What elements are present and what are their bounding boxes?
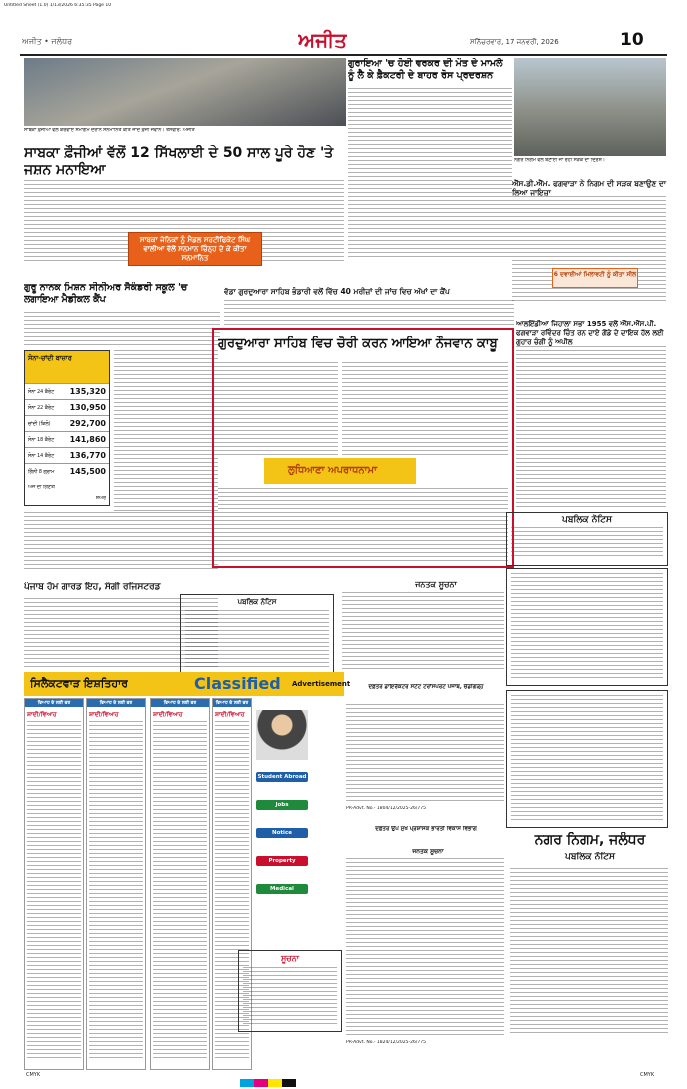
theft-headline: ਗੁਰਦੁਆਰਾ ਸਾਹਿਬ ਵਿਚ ਚੋਰੀ ਕਰਨ ਆਇਆ ਨੌਜਵਾਨ ਕਾਬੂ — [218, 336, 498, 351]
market-rate-row — [25, 463, 109, 479]
classified-column-header: ਵਿਆਹ ਦੇ ਲਈ ਵਰ — [213, 699, 251, 707]
market-footer-left: ਅੱਜ ਦੀ ਗਿਣਤੀ — [28, 484, 56, 490]
classified-column — [86, 698, 146, 1070]
market-rate-value: 135,320 — [69, 387, 106, 396]
lead-quote-text: ਸਾਬਕਾ ਜੇਨਿਕਾਂ ਨੂੰ ਮੈਡਲ ਸਰਟੀਫਿਕੇਟ ਸਿੰਘ ਵਾਲੀਆ ਵੱਲੋਂ ਸਨਮਾਨ ਚਿੰਨ੍ਹ ਦੇ ਕੇ ਕੀਤਾ ਸਨਮਾਨਿਤ — [139, 236, 251, 262]
market-rate-value: 292,700 — [69, 419, 106, 428]
soochna-body — [243, 967, 337, 1027]
nagar-nigam-body — [510, 868, 668, 1036]
classified-side-label: Notice — [256, 828, 308, 838]
theft-banner-text: ਲੁਧਿਆਣਾ ਅਪਰਾਧਨਾਮਾ — [288, 465, 377, 476]
soochna-title: ਸੂਚਨਾ — [280, 954, 299, 963]
jlr-body-text — [516, 346, 666, 508]
black-swatch — [282, 1079, 296, 1087]
page-number: 10 — [620, 30, 644, 50]
masthead-rule — [20, 54, 667, 56]
market-rate-item: ਸੋਨਾ 24 ਕੈਰੇਟ — [28, 389, 55, 395]
market-title: ਸੋਨਾ-ਚਾਂਦੀ ਬਾਜ਼ਾਰ — [25, 351, 109, 383]
market-rate-value: 136,770 — [69, 451, 106, 460]
public-notice-mid — [180, 594, 334, 676]
public-notice-mid-body — [185, 610, 329, 668]
theft-body-text-3 — [218, 488, 508, 562]
classified-column — [24, 698, 84, 1070]
pr-adv-2: PR-Advt. No.- 1824/12/2025-26/775 — [346, 1040, 426, 1045]
gurdwara-camp-body — [224, 300, 514, 326]
footer-cmyk-left: CMYK — [26, 1072, 41, 1078]
classified-side-label: Property — [256, 856, 308, 866]
market-rate-row — [25, 415, 109, 431]
market-rate-row — [25, 447, 109, 463]
right-notice-block — [506, 568, 668, 686]
lead-headline: ਸਾਬਕਾ ਫ਼ੌਜੀਆਂ ਵੱਲੋਂ 12 ਸਿੱਖਲਾਈ ਦੇ 50 ਸਾਲ ਪੂਰੇ ਹੋਣ 'ਤੇ ਜਸ਼ਨ ਮਨਾਇਆ — [24, 145, 334, 178]
school-headline: ਗੁਰੂ ਨਾਨਕ ਮਿਸ਼ਨ ਸੀਨੀਅਰ ਸੈਕੰਡਰੀ ਸਕੂਲ 'ਚ ਲਗਾਇਆ ਮੈਡੀਕਲ ਕੈਂਪ — [24, 282, 188, 305]
market-box — [24, 350, 110, 506]
factory-body-text — [348, 88, 512, 258]
classified-side-label: Jobs — [256, 800, 308, 810]
office-title: ਦਫ਼ਤਰ ਡਾਇਰੈਕਟਰ ਸਟੇਟ ਟਰਾਂਸਪੋਰਟ ਪੰਜਾਬ, ਚੰਡੀਗੜ੍ਹ — [368, 684, 484, 690]
office2-title: ਦਫ਼ਤਰ ਉਪ ਮੁੱਖ ਪ੍ਰਸ਼ਾਸਕ ਭਾਰਤੀ ਵਿਕਾਸ ਵਿਭਾਗ — [375, 826, 477, 832]
cyan-swatch — [240, 1079, 254, 1087]
school-body-text-2 — [114, 350, 218, 512]
classified-tag: ਸ਼ਾਦੀ/ਵਿਆਹ — [153, 711, 183, 718]
masthead-date: ਸਨਿੱਚਰਵਾਰ, 17 ਜਨਵਰੀ, 2026 — [470, 38, 559, 46]
market-rate-value: 145,500 — [69, 467, 106, 476]
market-rate-item: ਸੋਨਾ 14 ਕੈਰੇਟ — [28, 453, 55, 459]
right-notice-block-2 — [506, 690, 668, 828]
masthead-logo: ਅਜੀਤ — [298, 28, 348, 52]
classified-column-body — [89, 721, 143, 1061]
road-badge — [552, 268, 638, 288]
market-rate-row — [25, 431, 109, 447]
market-rate-row — [25, 383, 109, 399]
classified-tag: ਸ਼ਾਦੀ/ਵਿਆਹ — [89, 711, 119, 718]
market-rates-list — [25, 383, 109, 479]
classified-column — [150, 698, 210, 1070]
yellow-swatch — [268, 1079, 282, 1087]
classified-side-label: Student Abroad — [257, 774, 307, 780]
road-badge-text: 6 ਦਵਾਈਆਂ ਮਿਲਾਵਟੀ ਨੂੰ ਕੀਤਾ ਸੀਲ — [553, 271, 637, 278]
classified-column-body — [153, 721, 207, 1061]
masthead-left: ਅਜੀਤ • ਜਲੰਧਰ — [22, 37, 73, 46]
gurdwara-camp-headline: ਵੱਡਾ ਗੁਰਦੁਆਰਾ ਸਾਹਿਬ ਭੰਡਾਰੀ ਵਲੋਂ ਵਿੱਚ 40 ਮਰੀਜ਼ਾਂ ਦੀ ਜਾਂਚ ਵਿਚ ਅੱਖਾਂ ਦਾ ਕੈਂਪ — [224, 287, 450, 296]
soochna-box — [238, 950, 342, 1032]
nagar-nigam-title: ਨਗਰ ਨਿਗਮ, ਜਲੰਧਰ — [534, 832, 646, 848]
classified-header — [24, 672, 351, 696]
right-notice-body-2 — [511, 695, 663, 823]
theft-body-text-2 — [342, 362, 508, 457]
market-rate-item: ਗਿੰਨੀ 8 ਗ੍ਰਾਮ — [28, 469, 55, 475]
nagar-nigam-sub: ਪਬਲਿਕ ਨੋਟਿਸ — [565, 852, 615, 862]
public-notice-right — [506, 512, 668, 566]
classified-title-en: Classified — [194, 674, 281, 693]
classified-column-header: ਵਿਆਹ ਦੇ ਲਈ ਵਰ — [25, 699, 83, 707]
jantak-title: ਜਨਤਕ ਸੂਚਨਾ — [415, 580, 457, 589]
classified-column-header: ਵਿਆਹ ਦੇ ਲਈ ਵਰ — [151, 699, 209, 707]
factory-headline: ਗੁਰਾਇਆ 'ਚ ਹੋਈ ਵਰਕਰ ਦੀ ਮੌਤ ਦੇ ਮਾਮਲੇ ਨੂੰ ਲੈ ਕੇ ਫ਼ੈਕਟਰੀ ਦੇ ਬਾਹਰ ਰੋਸ ਪ੍ਰਦਰਸ਼ਨ — [348, 58, 503, 81]
market-footer-right: ਸ਼ੇਅਰ — [95, 495, 106, 501]
market-rate-value: 141,860 — [69, 435, 106, 444]
small-brief-text — [24, 512, 218, 572]
market-rate-item: ਸੋਨਾ 18 ਕੈਰੇਟ — [28, 437, 55, 443]
theft-banner — [264, 458, 416, 484]
road-photo-caption: ਨਗਰ ਨਿਗਮ ਵੱਲੋਂ ਬਣਾਈ ਜਾ ਰਹੀ ਸੜਕ ਦਾ ਦ੍ਰਿਸ਼। — [514, 158, 605, 163]
road-headline: ਐੱਸ.ਡੀ.ਐੱਮ. ਫਗਵਾੜਾ ਨੇ ਨਿਗਮ ਦੀ ਸੜਕ ਬਣਾਉਣ ਦਾ ਲਿਆ ਜਾਇਜ਼ਾ — [512, 179, 667, 197]
print-slug: Untitled Sheet (1.0) 1/13/2026 6:35:35 Page 10 — [4, 3, 112, 8]
public-notice-right-title: ਪਬਲਿਕ ਨੋਟਿਸ — [562, 515, 612, 525]
market-rate-row — [25, 399, 109, 415]
jlr-headline: ਆਲਇੰਡੀਆ ਜਿਹਾਲਾ ਸਭਾ 1955 ਵਲੋਂ ਐੱਸ.ਐੱਸ.ਪੀ. ਫਗਵਾੜਾ ਰਵਿੰਦਰ ਚਿੰਤ ਰਨ ਦਾਏ ਗੋਂਡੇ ਦੇ ਦਾਇਕ ਹੱਲ ਲਈ ਗੁਹਾਰ ਚੰਗੀ ਨੂੰ ਅਪੀਲ — [516, 320, 664, 346]
road-photo — [514, 58, 666, 156]
market-rate-value: 130,950 — [69, 403, 106, 412]
school-body-text — [24, 312, 220, 348]
public-notice-right-body — [511, 527, 663, 559]
office2-body — [346, 858, 504, 1036]
office-body — [346, 704, 504, 804]
right-notice-body — [511, 573, 663, 681]
market-rate-item: ਚਾਂਦੀ (ਕਿਲੋ) — [28, 421, 51, 427]
classified-tag: ਸ਼ਾਦੀ/ਵਿਆਹ — [27, 711, 57, 718]
jantak2-title: ਜਨਤਕ ਸੂਚਨਾ — [412, 848, 444, 855]
market-rate-item: ਸੋਨਾ 22 ਕੈਰੇਟ — [28, 405, 55, 411]
print-color-bar — [240, 1072, 440, 1080]
classified-tag: ਸ਼ਾਦੀ/ਵਿਆਹ — [215, 711, 245, 718]
footer-cmyk-right: CMYK — [640, 1072, 655, 1078]
classified-column-body — [27, 721, 81, 1061]
jantak-body — [342, 592, 504, 670]
pr-adv-1: PR-Advt. No.- 1804/12/2025-26/775 — [346, 806, 426, 811]
lead-quote-box — [128, 232, 262, 266]
magenta-swatch — [254, 1079, 268, 1087]
lead-photo-caption: ਸਾਬਕਾ ਫ਼ੌਜੀਆਂ ਵੱਲੋਂ ਕਰਵਾਏ ਸਮਾਗਮ ਦੌਰਾਨ ਸਨਮਾਨਿਤ ਕੀਤੇ ਜਾਂਦੇ ਫ਼ੌਜੀ ਜਵਾਨ। ਤਸਵੀਰ: ਅਜੀਤ — [24, 128, 195, 133]
homeguard-headline: ਪੰਜਾਬ ਹੋਮ ਗਾਰਡ ਇਹ, ਸੰਗੀ ਰਜਿਸਟਰਡ — [24, 582, 161, 592]
lead-photo — [24, 58, 346, 126]
classified-side-label: Medical — [256, 884, 308, 894]
classified-column-header: ਵਿਆਹ ਦੇ ਲਈ ਵਰ — [87, 699, 145, 707]
classified-title-pa: ਸਿਲੈਕਟਵਾੜ ਇਸ਼ਤਿਹਾਰ — [30, 677, 129, 690]
classified-person-image — [256, 710, 308, 760]
public-notice-mid-title: ਪਬਲਿਕ ਨੋਟਿਸ — [237, 598, 277, 606]
classified-title-sub: Advertisement — [292, 680, 351, 688]
theft-body-text — [218, 362, 338, 457]
